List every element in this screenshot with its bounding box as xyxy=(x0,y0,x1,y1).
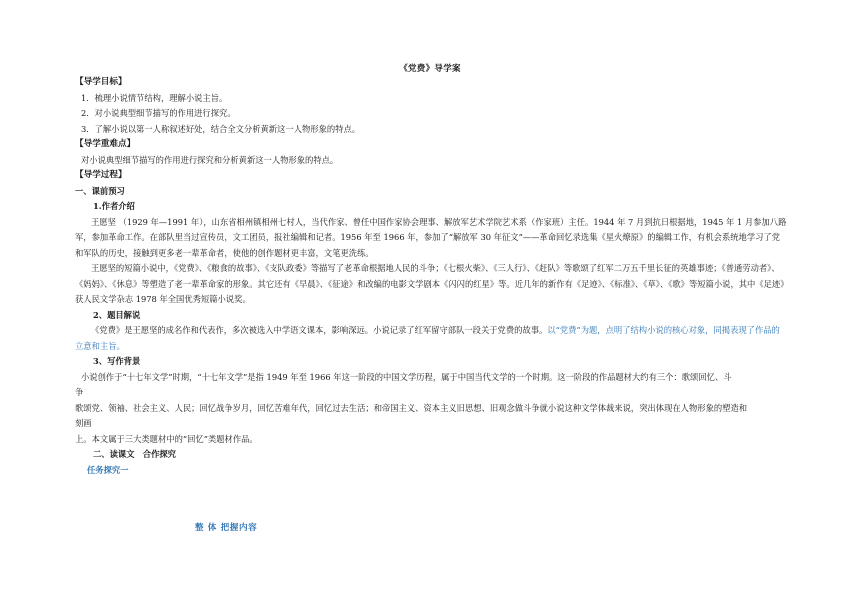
goal-item-2: 2．对小说典型细节描写的作用进行探究。 xyxy=(81,108,236,118)
author-paragraph-1: 王愿坚 （1929 年—1991 年），山东省相州镇相州七村人，当代作家、曾任中国作家协会理事、解放军艺术学院艺术系（作家班）主任。1944 年 7 月到抗日根据地，1945 年 1 月参加八路军，参加革命工作。在部队里当过宣传员，文工团员，报社编辑和记者。1956 年至 1966 年，参加了“解放军 30 年征文”——革命回忆录选集《星火燎原》的编辑工作，有机会系统地学习了党和军队的历史，接触到更多老一辈革命者，使他的创作题材更丰富，文笔更洗练。 xyxy=(75,216,787,258)
background-line-3: 歌颂党、领袖、社会主义、人民；回忆战争岁月，回忆苦难年代，回忆过去生活；和帝国主义、资本主义旧思想、旧观念做斗争就小说这种文学体裁来说，突出体现在人物形象的塑造和 xyxy=(75,402,748,413)
background-line-5: 上。本文属于三大类题材中的“回忆”类题材作品。 xyxy=(75,433,258,444)
background-heading: 3、写作背景 xyxy=(93,356,141,366)
topic-highlight: 以“党费”为题，点明了结构小说的核心对象，同揭表现了作品的立意和主旨。 xyxy=(75,325,780,351)
author-heading: 1.作者介绍 xyxy=(93,201,135,211)
task-heading: 任务探究一 xyxy=(87,464,129,475)
background-line-4: 刻画 xyxy=(75,418,92,428)
preview-heading: 一、课前预习 xyxy=(75,185,125,196)
document-title: 《党费》导学案 xyxy=(399,64,461,74)
key-points-heading: 【导学重难点】 xyxy=(75,139,136,149)
process-heading: 【导学过程】 xyxy=(75,170,127,180)
goals-heading: 【导学目标】 xyxy=(75,77,127,87)
key-points-text: 对小说典型细节描写的作用进行探究和分析黄新这一人物形象的特点。 xyxy=(81,154,339,165)
topic-paragraph xyxy=(75,323,787,354)
task-subheading: 整 体 把握内容 xyxy=(195,523,258,533)
reading-heading: 二、读课文 合作探究 xyxy=(93,449,176,459)
document-body xyxy=(75,75,787,478)
goal-item-3: 3．了解小说以第一人称叙述好处，结合全文分析黄新这一人物形象的特点。 xyxy=(81,123,361,134)
background-line-1: 小说创作于“十七年文学”时期，“十七年文学”是指 1949 年至 1966 年这一阶段的中国文学历程，属于中国当代文学的一个时期。这一阶段的作品题材大约有三个：歌颂回忆、斗 xyxy=(81,371,732,382)
author-paragraph-2: 王愿坚的短篇小说中，《党费》、《粮食的故事》、《支队政委》等描写了老革命根据地人民的斗争；《七根火柴》、《三人行》、《赶队》等歌颂了红军二万五千里长征的英雄事迹；《普通劳动者》、《妈妈》、《休息》等塑造了老一辈革命家的形象。其它还有《早晨》、《征途》和改编的电影文学剧本《闪闪的红星》等。近几年的新作有《足迹》、《标准》、《草》、《歌》等短篇小说，其中《足迹》获人民文学杂志 1978 年全国优秀短篇小说奖。 xyxy=(75,263,785,304)
goal-item-1: 1．梳理小说情节结构，理解小说主旨。 xyxy=(81,92,228,103)
topic-text: 《党费》是王愿坚的成名作和代表作，多次被选入中学语文课本，影响深远。小说记录了红军留守部队一段关于党费的故事。 xyxy=(91,325,548,335)
topic-heading: 2、题目解说 xyxy=(93,309,141,320)
background-line-2: 争 xyxy=(75,387,84,397)
